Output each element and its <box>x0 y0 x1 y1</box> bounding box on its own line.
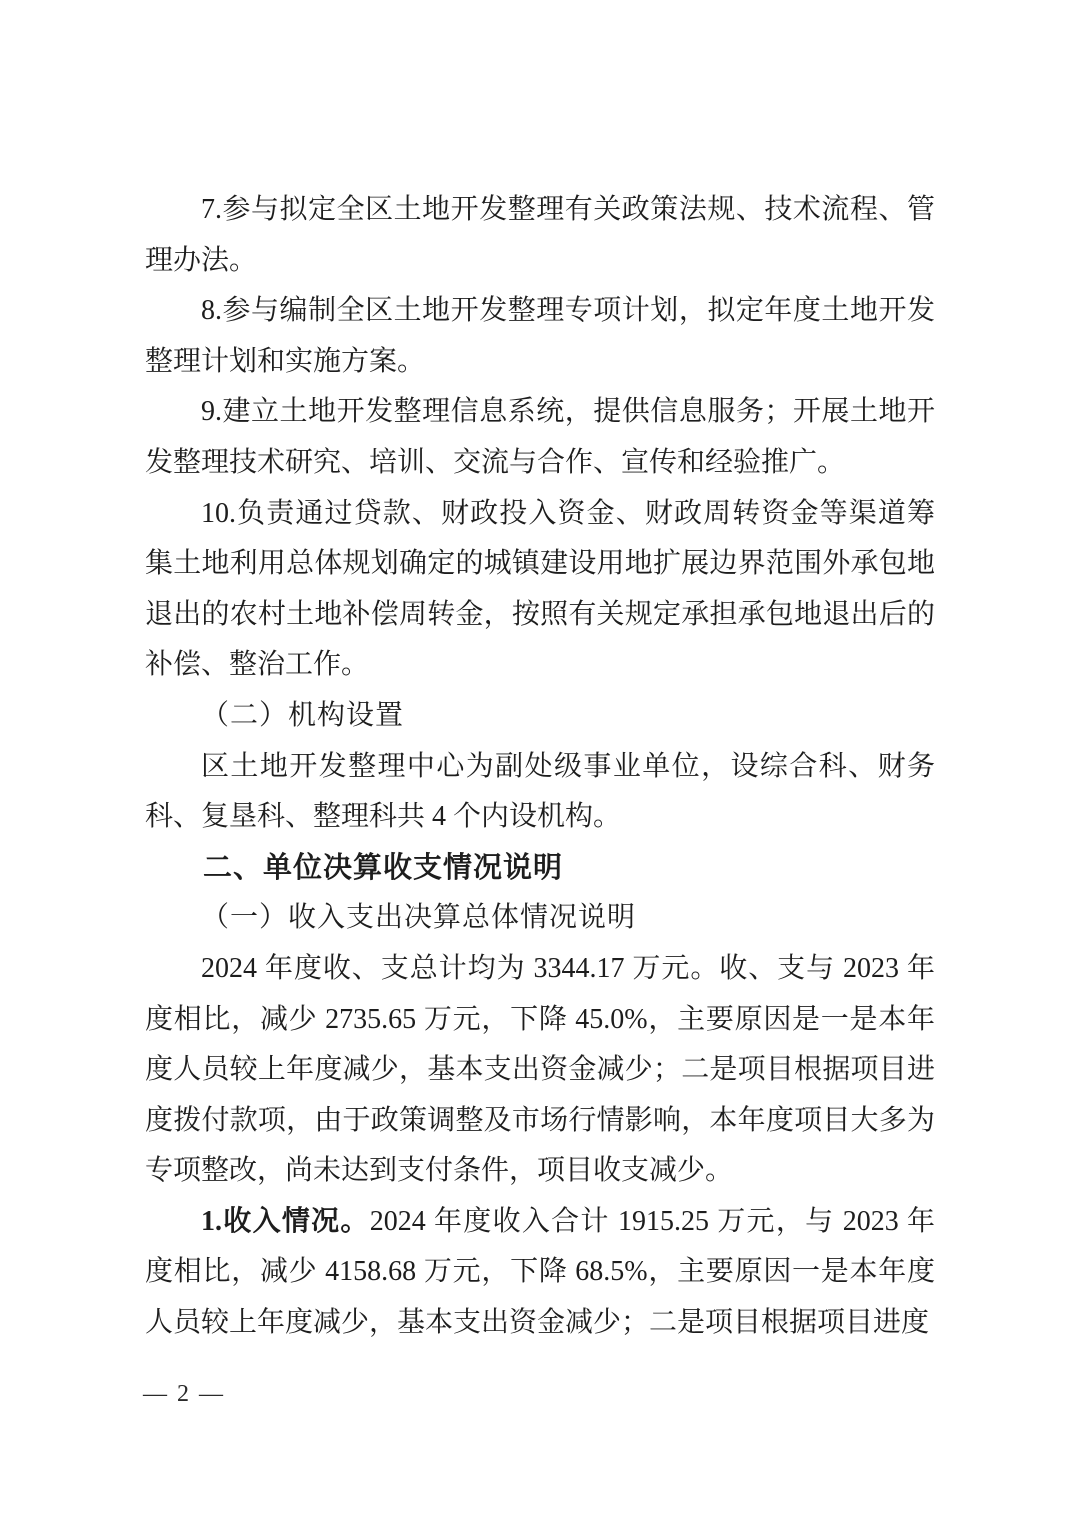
page-number: — 2 — <box>143 1381 225 1407</box>
paragraph-overall-figures: 2024 年度收、支总计均为 3344.17 万元。收、支与 2023 年度相比，减少 2735.65 万元，下降 45.0%，主要原因是一是本年度人员较上年度减少，基本支出资金减少；二是项目根据项目进度拨付款项，由于政策调整及市场行情影响，本年度项目大多为专项整改，尚未达到支付条件，项目收支减少。 <box>145 952 935 1187</box>
subheading-overall-situation: （一）收入支出决算总体情况说明 <box>201 902 637 934</box>
subheading-organization-setup: （二）机构设置 <box>201 699 405 731</box>
paragraph-income-text: 2024 年度收入合计 1915.25 万元，与 2023 年度相比，减少 4158.68 万元，下降 68.5%，主要原因一是本年度人员较上年度减少，基本支出资金减少；二是项目根据项目进度 <box>145 1205 935 1339</box>
paragraph-income-lead: 1.收入情况。 <box>201 1205 370 1237</box>
paragraph-organization-detail: 区土地开发整理中心为副处级事业单位，设综合科、财务科、复垦科、整理科共 4 个内设机构。 <box>145 750 935 833</box>
document-body <box>145 185 935 1349</box>
paragraph-duty-10: 10.负责通过贷款、财政投入资金、财政周转资金等渠道筹集土地利用总体规划确定的城镇建设用地扩展边界范围外承包地退出的农村土地补偿周转金，按照有关规定承担承包地退出后的补偿、整治工作。 <box>145 497 935 681</box>
paragraph-duty-8: 8.参与编制全区土地开发整理专项计划，拟定年度土地开发整理计划和实施方案。 <box>145 295 935 377</box>
paragraph-duty-7: 7.参与拟定全区土地开发整理有关政策法规、技术流程、管理办法。 <box>145 194 935 276</box>
section-heading-final-accounts: 二、单位决算收支情况说明 <box>203 851 564 884</box>
paragraph-duty-9: 9.建立土地开发整理信息系统，提供信息服务；开展土地开发整理技术研究、培训、交流与合作、宣传和经验推广。 <box>145 396 935 478</box>
paragraph-income-situation <box>145 1197 935 1349</box>
